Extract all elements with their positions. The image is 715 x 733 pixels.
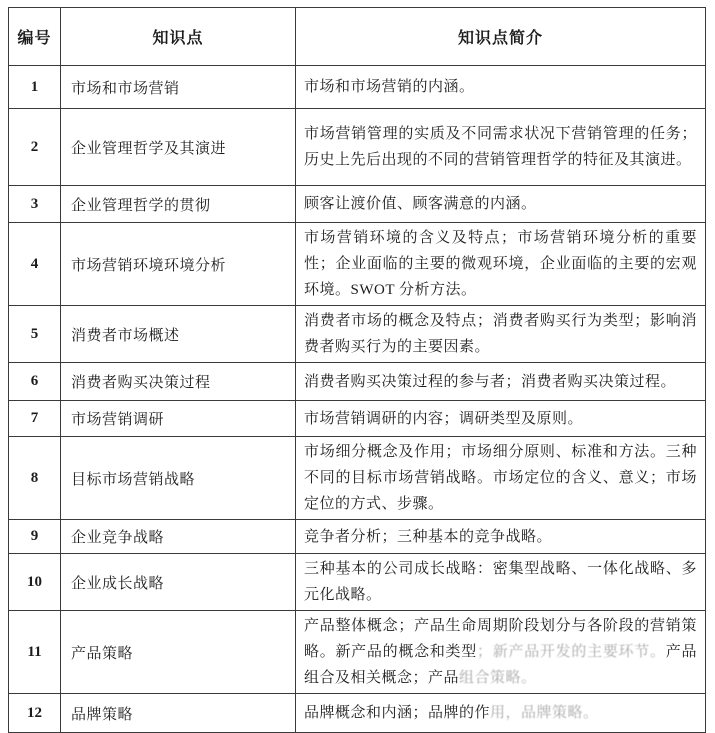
row-number-cell: 6 [9,363,61,401]
intro-cell [296,186,706,223]
row-number-cell: 1 [9,66,61,109]
intro-text: 消费者市场的概念及特点；消费者购买行为类型；影响消费者购买行为的主要因素。 [304,313,697,355]
topic-cell: 企业管理哲学及其演进 [61,109,296,186]
intro-cell [296,554,706,611]
intro-text: 市场细分概念及作用；市场细分原则、标准和方法。三种不同的目标市场营销战略。市场定位的含义、意义；市场定位的方式、步骤。 [304,444,697,512]
topic-cell: 品牌策略 [61,694,296,733]
topic-cell: 目标市场营销战略 [61,437,296,520]
row-number-cell: 11 [9,611,61,694]
topic-cell: 市场营销环境环境分析 [61,223,296,306]
intro-cell [296,694,706,733]
table-row [9,401,706,437]
table-row [9,437,706,520]
row-number-cell: 3 [9,186,61,223]
intro-cell [296,109,706,186]
intro-text-corrupted: 组合策略。 [459,670,537,686]
table-row [9,109,706,186]
intro-text: 消费者购买决策过程的参与者；消费者购买决策过程。 [304,373,677,390]
intro-cell [296,66,706,109]
row-number-cell: 8 [9,437,61,520]
intro-text: 产品组合及相关概念；产品 [304,644,697,686]
topic-cell: 消费者市场概述 [61,306,296,363]
intro-text: 市场营销环境的含义及特点；市场营销环境分析的重要性；企业面临的主要的微观环境，企业面临的主要的宏观环境。SWOT 分析方法。 [304,230,697,298]
topic-cell: 产品策略 [61,611,296,694]
intro-cell [296,611,706,694]
table-row [9,554,706,611]
row-number-cell: 5 [9,306,61,363]
row-number-cell: 12 [9,694,61,733]
topic-cell: 消费者购买决策过程 [61,363,296,401]
table-row [9,520,706,554]
table-row [9,306,706,363]
row-number-cell: 7 [9,401,61,437]
intro-text: 产品整体概念；产品生命周期阶段划分与各阶段的营销策略。新产品的概念和类型 [304,618,697,660]
row-number-cell: 4 [9,223,61,306]
intro-text: 市场营销调研的内容；调研类型及原则。 [304,410,584,427]
intro-text: 市场营销管理的实质及不同需求状况下营销管理的任务；历史上先后出现的不同的营销管理哲学的特征及其演进。 [304,126,697,168]
intro-cell [296,306,706,363]
intro-cell [296,223,706,306]
row-number-cell: 2 [9,109,61,186]
intro-text-corrupted: 用，品牌策略。 [490,705,599,721]
header-cell-number: 编号 [9,8,61,66]
table-row [9,223,706,306]
intro-text: 品牌概念和内涵；品牌的作 [304,705,491,721]
table-row [9,363,706,401]
table-row [9,186,706,223]
topic-cell: 企业管理哲学的贯彻 [61,186,296,223]
header-cell-intro: 知识点简介 [296,8,706,66]
intro-cell [296,520,706,554]
topic-cell: 市场营销调研 [61,401,296,437]
table-header-row [9,8,706,66]
topic-cell: 企业成长战略 [61,554,296,611]
topic-cell: 企业竞争战略 [61,520,296,554]
intro-text: 三种基本的公司成长战略：密集型战略、一体化战略、多元化战略。 [304,561,697,603]
row-number-cell: 10 [9,554,61,611]
table-row [9,694,706,733]
table-row [9,611,706,694]
row-number-cell: 9 [9,520,61,554]
intro-cell [296,363,706,401]
intro-cell [296,401,706,437]
knowledge-points-table [8,7,706,733]
intro-text: 顾客让渡价值、顾客满意的内涵。 [304,196,537,212]
topic-cell: 市场和市场营销 [61,66,296,109]
intro-text: 市场和市场营销的内涵。 [304,79,475,95]
intro-text-corrupted: ；新产品开发的主要环节。 [477,644,666,660]
table-row [9,66,706,109]
header-cell-topic: 知识点 [61,8,296,66]
intro-cell [296,437,706,520]
intro-text: 竞争者分析；三种基本的竞争战略。 [304,528,553,545]
